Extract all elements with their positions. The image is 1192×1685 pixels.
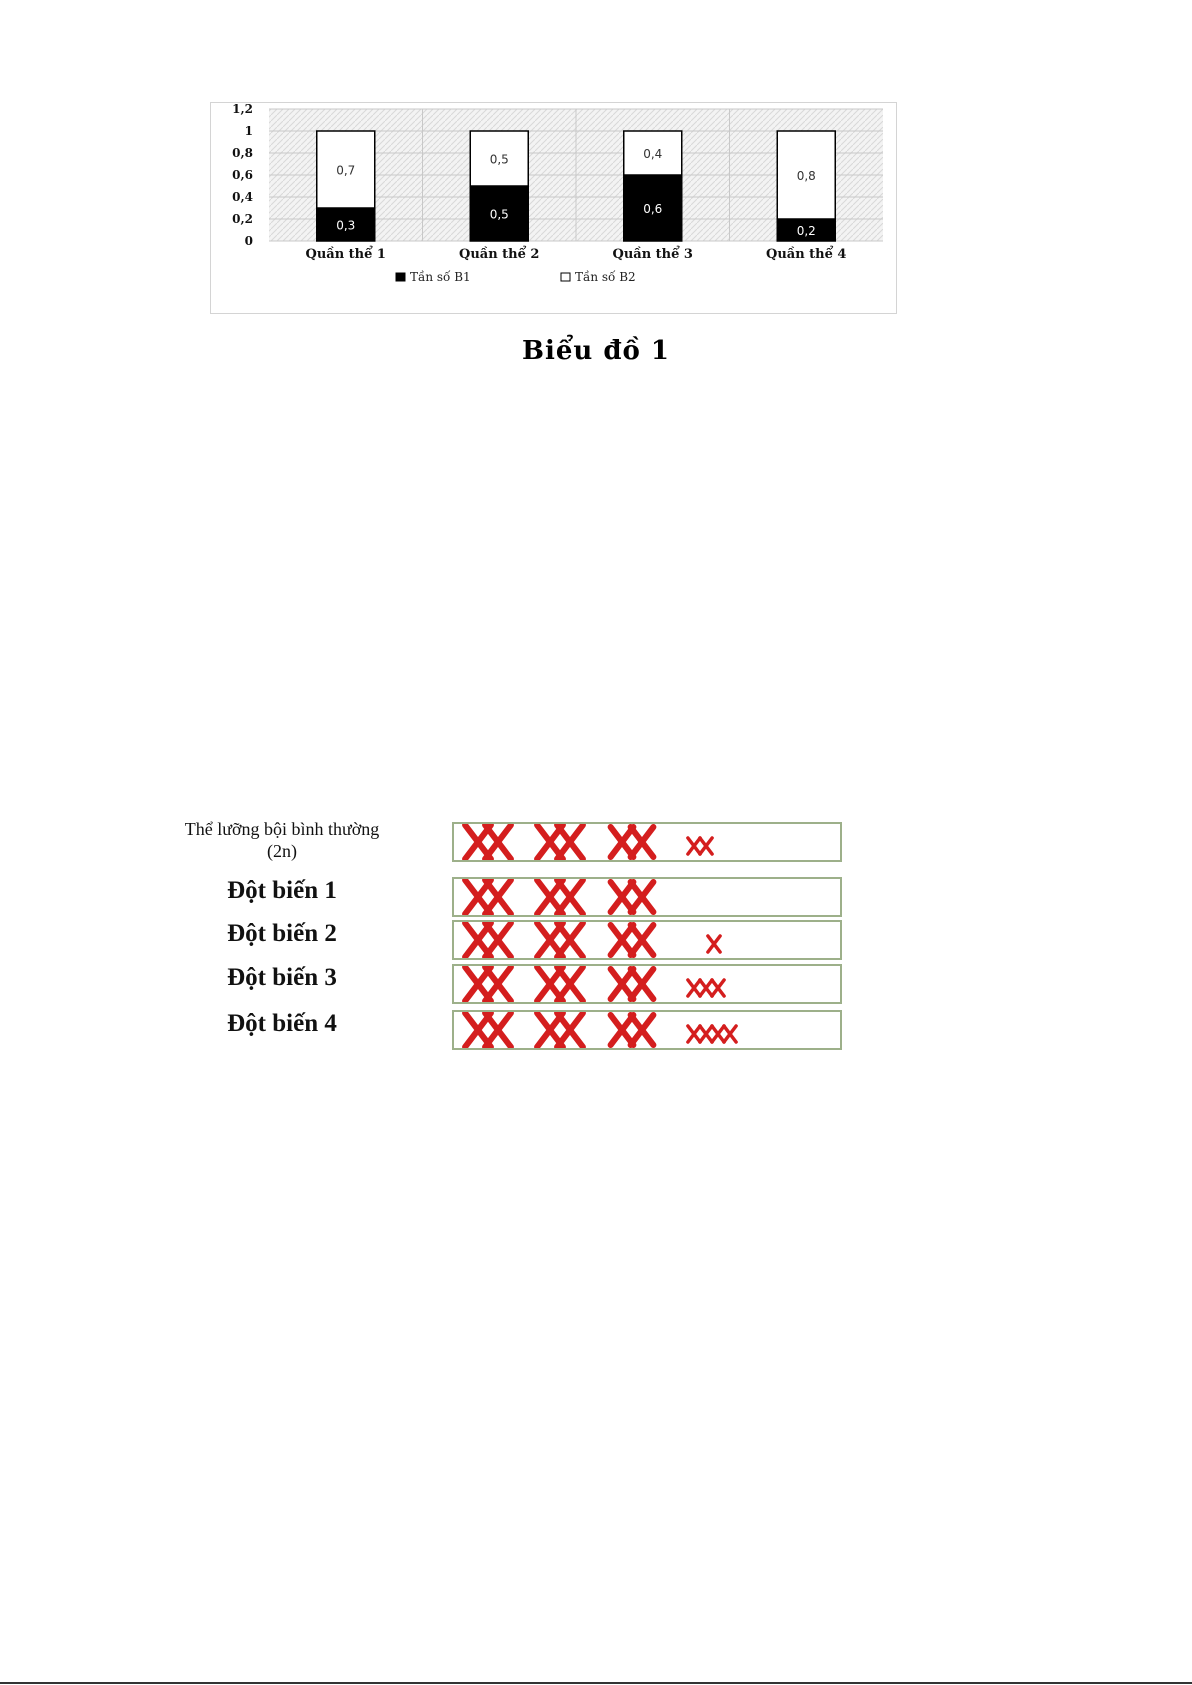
y-tick-label: 0,8 xyxy=(232,146,253,160)
chromosome-icon xyxy=(631,827,654,857)
chromosome-set xyxy=(454,922,840,958)
chromosome-icon xyxy=(712,1026,724,1042)
chromosome-set xyxy=(454,879,840,915)
chromosome-icon xyxy=(688,1026,700,1042)
chromosome-icon xyxy=(557,825,583,859)
karyotype-row-label: Đột biến 4 xyxy=(227,1010,337,1037)
chromosome-icon xyxy=(557,923,583,957)
chromosome-icon xyxy=(631,1015,654,1045)
stacked-bar-chart xyxy=(210,102,897,314)
chromosome-icon xyxy=(688,980,700,996)
chromosome-icon xyxy=(485,923,511,957)
data-label: 0,7 xyxy=(336,163,356,178)
y-tick-label: 0,6 xyxy=(232,168,253,182)
y-tick-label: 1 xyxy=(244,124,253,138)
chromosome-icon xyxy=(688,838,700,854)
y-tick-label: 0,4 xyxy=(232,190,253,204)
data-label: 0,2 xyxy=(796,224,816,238)
chromosome-icon xyxy=(485,825,511,859)
chromosome-icon xyxy=(557,1013,583,1047)
chromosome-icon xyxy=(485,967,511,1001)
x-tick-label: Quần thể 4 xyxy=(766,247,847,262)
karyotype-row-label: Đột biến 3 xyxy=(227,964,337,991)
legend-swatch xyxy=(561,273,570,281)
row-label-line: (2n) xyxy=(267,841,297,861)
chromosome-icon xyxy=(611,925,634,955)
y-tick-label: 0 xyxy=(244,234,253,248)
data-label: 0,5 xyxy=(489,207,509,222)
chromosome-icon xyxy=(712,980,724,996)
y-tick-label: 0,2 xyxy=(232,212,253,226)
data-label: 0,6 xyxy=(643,202,663,216)
chromosome-icon xyxy=(700,838,712,854)
chromosome-set-box xyxy=(452,877,842,917)
legend-swatch xyxy=(396,273,405,281)
y-tick-label: 1,2 xyxy=(232,103,253,116)
karyotype-figure xyxy=(112,820,854,1060)
chromosome-icon xyxy=(557,967,583,1001)
chromosome-icon xyxy=(631,882,654,912)
chromosome-set xyxy=(454,966,840,1002)
chromosome-icon xyxy=(557,880,583,914)
chromosome-icon xyxy=(611,827,634,857)
chromosome-icon xyxy=(485,1013,511,1047)
chromosome-set-box xyxy=(452,1010,842,1050)
chromosome-set xyxy=(454,824,840,860)
chromosome-icon xyxy=(611,969,634,999)
page-bottom-rule xyxy=(0,1682,1192,1684)
legend-label: Tần số B2 xyxy=(575,270,636,284)
data-label: 0,5 xyxy=(489,152,509,167)
x-tick-label: Quần thể 1 xyxy=(305,247,386,262)
x-tick-label: Quần thể 3 xyxy=(612,247,693,262)
chromosome-icon xyxy=(708,936,720,952)
chromosome-set-box xyxy=(452,964,842,1004)
chart-canvas xyxy=(211,103,896,313)
data-label: 0,4 xyxy=(643,147,663,161)
chromosome-set-box xyxy=(452,822,842,862)
chromosome-icon xyxy=(631,925,654,955)
row-label-line: Thể lưỡng bội bình thường xyxy=(184,819,380,839)
chromosome-icon xyxy=(611,882,634,912)
karyotype-row-label xyxy=(112,818,452,862)
chromosome-icon xyxy=(611,1015,634,1045)
chart-title: Biểu đồ 1 xyxy=(521,336,670,366)
chromosome-set xyxy=(454,1012,840,1048)
data-label: 0,3 xyxy=(336,218,356,233)
chromosome-icon xyxy=(631,969,654,999)
chromosome-set-box xyxy=(452,920,842,960)
karyotype-row-label: Đột biến 1 xyxy=(227,877,337,904)
x-tick-label: Quần thể 2 xyxy=(459,247,540,262)
data-label: 0,8 xyxy=(796,169,816,183)
chromosome-icon xyxy=(485,880,511,914)
legend-label: Tần số B1 xyxy=(410,270,471,284)
chromosome-icon xyxy=(724,1026,736,1042)
karyotype-row-label: Đột biến 2 xyxy=(227,920,337,947)
chromosome-icon xyxy=(700,980,712,996)
chromosome-icon xyxy=(700,1026,712,1042)
